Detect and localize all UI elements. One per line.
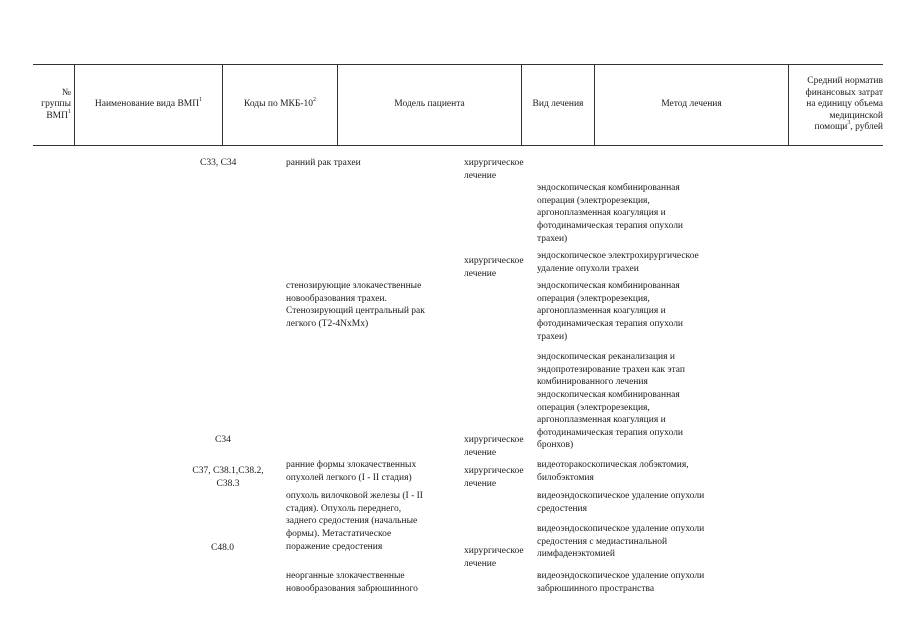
text-line: фотодинамическая терапия опухоли xyxy=(537,427,684,438)
text-line: комбинированного лечения xyxy=(537,377,648,388)
text-line: аргоноплазменная коагуляция и xyxy=(537,208,666,219)
text-line: новообразования трахеи. xyxy=(286,293,387,304)
text-line: новообразования забрюшинного xyxy=(286,583,418,594)
header-average-cost: Средний норматив финансовых затрат на единицу объема медицинской помощи$^3$, рублей xyxy=(805,76,883,133)
text-line: средостения xyxy=(537,503,588,514)
icd-code: С34 xyxy=(215,435,231,445)
text-line: эндоскопическое электрохирургическое xyxy=(537,251,699,262)
treatment-type xyxy=(464,465,524,490)
text-line: эндоскопическая комбинированная xyxy=(537,389,680,400)
text-line: стенозирующие злокачественные xyxy=(286,281,422,292)
treatment-type xyxy=(464,434,524,459)
text-line: лечение xyxy=(464,447,497,458)
icd-code: С33, С34 xyxy=(200,158,237,168)
treatment-type xyxy=(464,157,524,182)
text-line: видеоэндоскопическое удаление опухоли xyxy=(537,524,705,535)
text-line: эндоскопическая комбинированная xyxy=(537,281,680,292)
text-line: аргоноплазменная коагуляция и xyxy=(537,306,666,317)
text-line: средостения с медиастинальной xyxy=(537,536,668,547)
text-line: лечение xyxy=(464,478,497,489)
header-treatment-type: Вид лечения xyxy=(532,99,584,110)
text-line: эндопротезирование трахеи как этап xyxy=(537,364,685,375)
text-line: видеоэндоскопическое удаление опухоли xyxy=(537,571,705,582)
icd-code: С37, С38.1,С38.2, С38.3 xyxy=(192,466,264,489)
text-line: лечение xyxy=(464,268,497,279)
text-line: удаление опухоли трахеи xyxy=(537,263,639,274)
text-line: билобэктомия xyxy=(537,472,594,483)
text-line: фотодинамическая терапия опухоли xyxy=(537,318,684,329)
patient-model xyxy=(286,255,425,356)
text-line: опухолей легкого (I - II стадия) xyxy=(286,472,412,483)
icd-code: С48.0 xyxy=(211,543,234,553)
text-line: фотодинамическая терапия опухоли xyxy=(537,220,684,231)
text-line: хирургическое xyxy=(464,546,524,556)
treatment-method xyxy=(537,545,704,621)
text-line: бронхов) xyxy=(537,440,574,451)
text-line: эндоскопическая реканализация и xyxy=(537,352,675,363)
text-line: формы). Метастатическое xyxy=(286,528,392,539)
text-line: стадия). Опухоль переднего, xyxy=(286,503,402,514)
text-line: трахеи) xyxy=(537,233,568,244)
treatment-type xyxy=(464,545,524,570)
text-line: операция (электрорезекция, xyxy=(537,293,650,304)
text-line: лимфаденэктомией xyxy=(537,549,615,560)
header-icd-codes: Коды по МКБ-$10^2$ xyxy=(243,97,317,110)
patient-model xyxy=(286,545,418,621)
text-line: хирургическое xyxy=(464,466,524,476)
header-treatment-method: Метод лечения xyxy=(661,99,722,110)
text-line: опухоль вилочковой железы (I - II xyxy=(286,491,423,502)
text-line: лечение xyxy=(464,558,497,569)
text-line: поражение средостения xyxy=(286,541,383,552)
text-line: лечение xyxy=(464,170,497,181)
text-line: видеоэндоскопическое удаление опухоли xyxy=(537,491,705,502)
patient-model xyxy=(286,157,361,170)
text-line: неорганные злокачественные xyxy=(286,571,405,582)
text-line: видеоторакоскопическая лобэктомия, xyxy=(537,460,689,471)
text-line: хирургическое xyxy=(464,158,524,168)
text-line: операция (электрорезекция, xyxy=(537,402,650,413)
header-vmp-name: Наименование вида ВМП$^1$ xyxy=(94,97,203,110)
table-header xyxy=(33,64,883,146)
text-line: ранний рак трахеи xyxy=(286,158,361,168)
text-line: операция (электрорезекция, xyxy=(537,195,650,206)
text-line: Стенозирующий центральный рак xyxy=(286,306,425,317)
text-line: эндоскопическая комбинированная xyxy=(537,183,680,194)
treatment-type xyxy=(464,255,524,280)
text-line: трахеи) xyxy=(537,331,568,342)
text-line: заднего средостения (начальные xyxy=(286,516,418,527)
text-line: хирургическое xyxy=(464,256,524,266)
text-line: забрюшинного пространства xyxy=(537,583,655,594)
header-group-number: № группы ВМП$^1$ xyxy=(41,87,71,121)
header-patient-model: Модель пациента xyxy=(394,99,465,110)
text-line: легкого (T2-4NxMx) xyxy=(286,318,369,329)
text-line: аргоноплазменная коагуляция и xyxy=(537,415,666,426)
text-line: хирургическое xyxy=(464,435,524,445)
text-line: ранние формы злокачественных xyxy=(286,460,417,471)
